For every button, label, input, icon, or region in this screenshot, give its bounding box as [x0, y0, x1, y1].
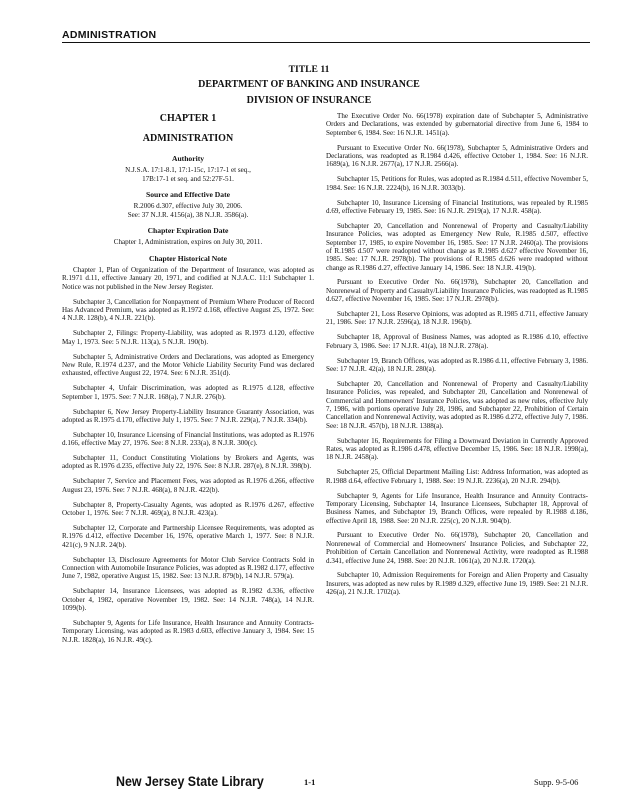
source-heading: Source and Effective Date [145, 190, 230, 200]
history-paragraph: Subchapter 8, Property-Casualty Agents, was adopted as R.1976 d.267, effective October 1, 1976. See: 7 N.J.R. 469(a), 8 N.J.R. 423(a). [62, 500, 314, 517]
supplement-date: Supp. 9-5-06 [534, 777, 579, 787]
history-paragraph: Subchapter 20, Cancellation and Nonrenewal of Property and Casualty/Liability Insurance Policies, was adopted as Emergency New Rule, R.1985 d.507, effective September 17, 1985, to expire November 16, 1985. See: 17 N.J.R. 2460(a). The provisions of R.1985 d.507 were readopted without change as R.1985 d.627 effective November 16, 1985. See: 17 N.J.R. 2978(b). The provisions of R.1985 d.626 were readopted without change as R.1986 d.27, effective January 14, 1986. See: 18 N.J.R. 419(b). [326, 221, 588, 272]
history-paragraph: Subchapter 5, Administrative Orders and Declarations, was adopted as Emergency New Rule, R.1974 d.237, and the Motor Vehicle Liability Security Fund was declared exhausted, effective August 22, 1974. See: 6 N.J.R. 351(d). [62, 352, 314, 378]
history-paragraph: Subchapter 13, Disclosure Agreements for Motor Club Service Contracts Sold in Connection with Automobile Insurance Policies, was adopted as R.1982 d.177, effective June 7, 1982, operative August 15, 1982. See: 13 N.J.R. 879(b), 14 N.J.R. 579(a). [62, 555, 314, 581]
source-line: R.2006 d.307, effective July 30, 2006. [133, 202, 243, 211]
history-paragraph: Subchapter 9, Agents for Life Insurance, Health Insurance and Annuity Contracts-Temporary Licensing, Subchapter 14, Insurance Licensees, Subchapter 18, Approval of Business Names, and Subchapter 19, Branch Offices, were repealed by R.1988 d.186, effective April 18, 1988. See: 20 N.J.R. 225(c), 20 N.J.R. 904(b). [326, 491, 588, 525]
history-paragraph: Pursuant to Executive Order No. 66(1978), Subchapter 20, Cancellation and Nonrenewal of Property and Casualty/Liability Insurance Policies, was readopted as R.1985 d.627, effective November 16, 1985. See: 17 N.J.R. 2978(b). [326, 278, 588, 304]
history-paragraph: Subchapter 6, New Jersey Property-Liability Insurance Guaranty Association, was adopted as R.1975 d.170, effective July 1, 1975. See: 7 N.J.R. 229(a), 7 N.J.R. 334(b). [62, 407, 314, 424]
history-paragraph: Subchapter 4, Unfair Discrimination, was adopted as R.1975 d.128, effective September 1, 1975. See: 7 N.J.R. 168(a), 7 N.J.R. 276(b). [62, 384, 314, 401]
running-head: ADMINISTRATION [62, 29, 157, 41]
history-paragraph: Subchapter 14, Insurance Licensees, was adopted as R.1982 d.336, effective October 4, 1982, operative November 19, 1982. See: 14 N.J.R. 748(a), 14 N.J.R. 1099(b). [62, 587, 314, 612]
authority-line: 17B:17-1 et seq. and 52:27F-51. [142, 174, 234, 183]
page-number: 1-1 [304, 777, 316, 787]
history-paragraph: Subchapter 16, Requirements for Filing a Downward Deviation in Currently Approved Rates, was adopted as R.1986 d.478, effective December 15, 1986. See: 18 N.J.R. 1998(a), 18 N.J.R. 2458(a). [326, 436, 588, 462]
history-paragraph: Subchapter 3, Cancellation for Nonpayment of Premium Where Producer of Record Has Advanced Premium, was adopted as R.1972 d.168, effective August 25, 1972. See: 4 N.J.R. 128(b), 4 N.J.R. 221(b). [62, 297, 314, 323]
history-paragraph: Subchapter 9, Agents for Life Insurance, Health Insurance and Annuity Contracts-Temporary Licensing, was adopted as R.1983 d.603, effective January 3, 1984. See: 15 N.J.R. 1828(a), 16 N.J.R. 49(c). [62, 618, 314, 644]
history-paragraph: Subchapter 20, Cancellation and Nonrenewal of Property and Casualty/Liability Insurance Policies, was repealed, and Subchapter 20, Cancellation and Nonrenewal of Commercial and Homeowners' Insurance Policies, was adopted as new rules, effective July 7, 1986, with portions operative July 28, 1986, and Subchapter 22, Prohibition of Certain Cancellation and Nonrenewal Activity, was adopted as R.1986 d.272, effective July 7, 1986. See: 18 N.J.R. 457(b), 18 N.J.R. 1388(a). [326, 379, 588, 430]
history-paragraph: Pursuant to Executive Order No. 66(1978), Subchapter 20, Cancellation and Nonrenewal of Commercial and Homeowners' Insurance Policies, and Subchapter 22, Prohibition of Certain Cancellation and Nonrenewal Activity, were readopted as R.1988 d.341, effective June 24, 1988. See: 20 N.J.R. 1061(a), 20 N.J.R. 1720(a). [326, 531, 588, 565]
history-paragraph: Subchapter 7, Service and Placement Fees, was adopted as R.1976 d.266, effective August 23, 1976. See: 7 N.J.R. 468(a), 8 N.J.R. 422(b). [62, 477, 314, 494]
chapter-number: CHAPTER 1 [159, 113, 217, 124]
division-title: DIVISION OF INSURANCE [246, 95, 372, 106]
history-paragraph: Subchapter 10, Insurance Licensing of Financial Institutions, was repealed by R.1985 d.69, effective February 19, 1985. See: 16 N.J.R. 2919(a), 17 N.J.R. 458(a). [326, 198, 588, 215]
history-paragraph: Chapter 1, Plan of Organization of the Department of Insurance, was adopted as R.1971 d.11, effective January 20, 1971, and codified at N.J.A.C. 11:1 Subchapter 1. Notice was not published in the New Jersey Register. [62, 266, 314, 291]
title-number: TITLE 11 [288, 64, 330, 75]
header-rule [62, 42, 590, 43]
history-paragraph: The Executive Order No. 66(1978) expiration date of Subchapter 5, Administrative Orders and Declarations, was extended by gubernatorial directive from June 6, 1984 to September 6, 1984. See: 16 N.J.R. 1451(a). [326, 112, 588, 137]
chapter-name: ADMINISTRATION [142, 133, 234, 144]
left-column [62, 112, 314, 650]
history-paragraph: Subchapter 21, Loss Reserve Opinions, was adopted as R.1985 d.711, effective January 21, 1986. See: 17 N.J.R. 2596(a), 18 N.J.R. 196(b). [326, 310, 588, 327]
history-paragraph: Pursuant to Executive Order No. 66(1978), Subchapter 5, Administrative Orders and Declarations, was readopted as R.1984 d.426, effective October 1, 1984. See: 16 N.J.R. 1689(a), 16 N.J.R. 2677(a), 17 N.J.R. 2566(a). [326, 143, 588, 169]
history-paragraph: Subchapter 18, Approval of Business Names, was adopted as R.1986 d.10, effective February 3, 1986. See: 17 N.J.R. 41(a), 18 N.J.R. 278(a). [326, 333, 588, 350]
expiration-heading: Chapter Expiration Date [147, 226, 229, 236]
authority-heading: Authority [171, 154, 205, 163]
history-paragraph: Subchapter 10, Admission Requirements for Foreign and Alien Property and Casualty Insurers, was adopted as new rules by R.1989 d.329, effective June 19, 1989. See: 21 N.J.R. 426(a), 21 N.J.R. 1702(a). [326, 571, 588, 597]
library-watermark: New Jersey State Library [116, 774, 264, 789]
history-paragraph: Subchapter 25, Official Department Mailing List: Address Information, was adopted as R.1988 d.64, effective February 1, 1988. See: 19 N.J.R. 2236(a), 20 N.J.R. 294(b). [326, 468, 588, 485]
history-paragraph: Subchapter 10, Insurance Licensing of Financial Institutions, was adopted as R.1976 d.166, effective May 27, 1976. See: 8 N.J.R. 233(a), 8 N.J.R. 300(c). [62, 430, 314, 448]
source-line: See: 37 N.J.R. 4156(a), 38 N.J.R. 3586(a). [127, 210, 249, 219]
historical-note-left [62, 266, 314, 644]
history-paragraph: Subchapter 15, Petitions for Rules, was adopted as R.1984 d.511, effective November 5, 1984. See: 16 N.J.R. 2224(b), 16 N.J.R. 3033(b). [326, 175, 588, 192]
historical-note-right [326, 112, 588, 596]
expiration-text: Chapter 1, Administration, expires on July 30, 2011. [113, 238, 263, 247]
history-paragraph: Subchapter 2, Filings: Property-Liability, was adopted as R.1973 d.120, effective May 1, 1973. See: 5 N.J.R. 113(a), 5 N.J.R. 190(b). [62, 329, 314, 346]
right-column [326, 112, 588, 603]
historical-note-heading: Chapter Historical Note [149, 253, 227, 263]
department-title: DEPARTMENT OF BANKING AND INSURANCE [198, 79, 420, 90]
history-paragraph: Subchapter 11, Conduct Constituting Violations by Brokers and Agents, was adopted as R.1976 d.235, effective July 22, 1976. See: 8 N.J.R. 287(e), 8 N.J.R. 398(b). [62, 454, 314, 471]
history-paragraph: Subchapter 12, Corporate and Partnership Licensee Requirements, was adopted as R.1976 d.412, effective December 16, 1976, operative March 1, 1977. See: 8 N.J.R. 421(c), 9 N.J.R. 24(b). [62, 523, 314, 549]
history-paragraph: Subchapter 19, Branch Offices, was adopted as R.1986 d.11, effective February 3, 1986. See: 17 N.J.R. 42(a), 18 N.J.R. 280(a). [326, 356, 588, 373]
authority-line: N.J.S.A. 17:1-8.1, 17:1-15c, 17:17-1 et seq., [125, 166, 251, 175]
